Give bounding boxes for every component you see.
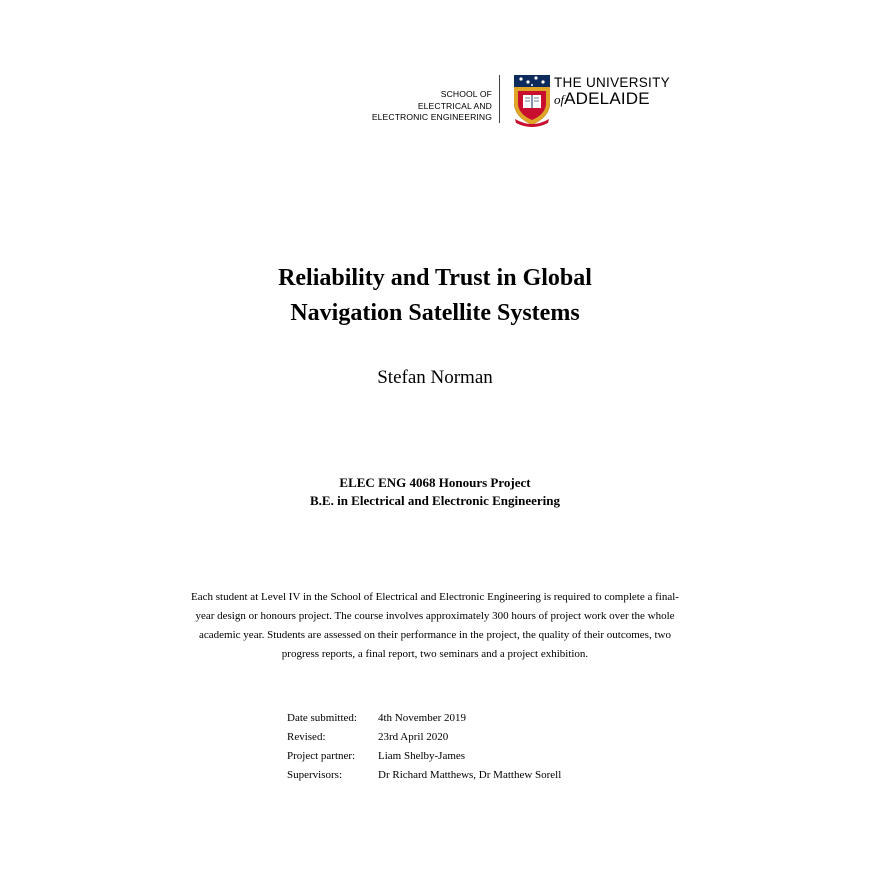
course-info — [0, 474, 870, 510]
course-line: B.E. in Electrical and Electronic Engineering — [309, 493, 560, 508]
detail-label: Date submitted: — [287, 712, 357, 724]
author-name: Stefan Norman — [377, 367, 493, 388]
university-name — [554, 75, 670, 109]
school-name — [372, 89, 492, 124]
project-description: Each student at Level IV in the School of Electrical and Electronic Engineering is required to complete a final-year design or honours project. The course involves approximately 300 hours of project work over the whole academic year. Students are assessed on their performance in the project, the quality of their outcomes, two progress reports, a final report, two seminars and a project exhibition. — [191, 591, 679, 660]
detail-value: 4th November 2019 — [378, 712, 466, 724]
title-line: Navigation Satellite Systems — [290, 300, 580, 326]
header — [362, 73, 672, 133]
detail-label: Revised: — [287, 731, 326, 743]
detail-row — [287, 728, 561, 747]
detail-row — [287, 747, 561, 766]
detail-value: Dr Richard Matthews, Dr Matthew Sorell — [378, 769, 562, 781]
detail-row — [287, 709, 561, 728]
detail-value: 23rd April 2020 — [378, 731, 449, 743]
university-crest-icon — [512, 73, 552, 129]
title-line: Reliability and Trust in Global — [278, 265, 592, 291]
university-of: of — [554, 92, 565, 107]
university-name-line: THE UNIVERSITY — [554, 75, 670, 90]
detail-value: Liam Shelby-James — [378, 750, 466, 762]
school-line: SCHOOL OF — [440, 89, 492, 99]
document-title — [0, 261, 870, 331]
school-line: ELECTRONIC ENGINEERING — [371, 112, 492, 122]
university-adelaide: ADELAIDE — [564, 89, 650, 108]
detail-label: Project partner: — [287, 750, 356, 762]
project-details — [287, 709, 561, 785]
course-line: ELEC ENG 4068 Honours Project — [339, 475, 531, 490]
header-divider — [499, 75, 500, 123]
detail-row — [287, 766, 561, 785]
school-line: ELECTRICAL AND — [417, 100, 492, 111]
detail-label: Supervisors: — [287, 769, 342, 781]
